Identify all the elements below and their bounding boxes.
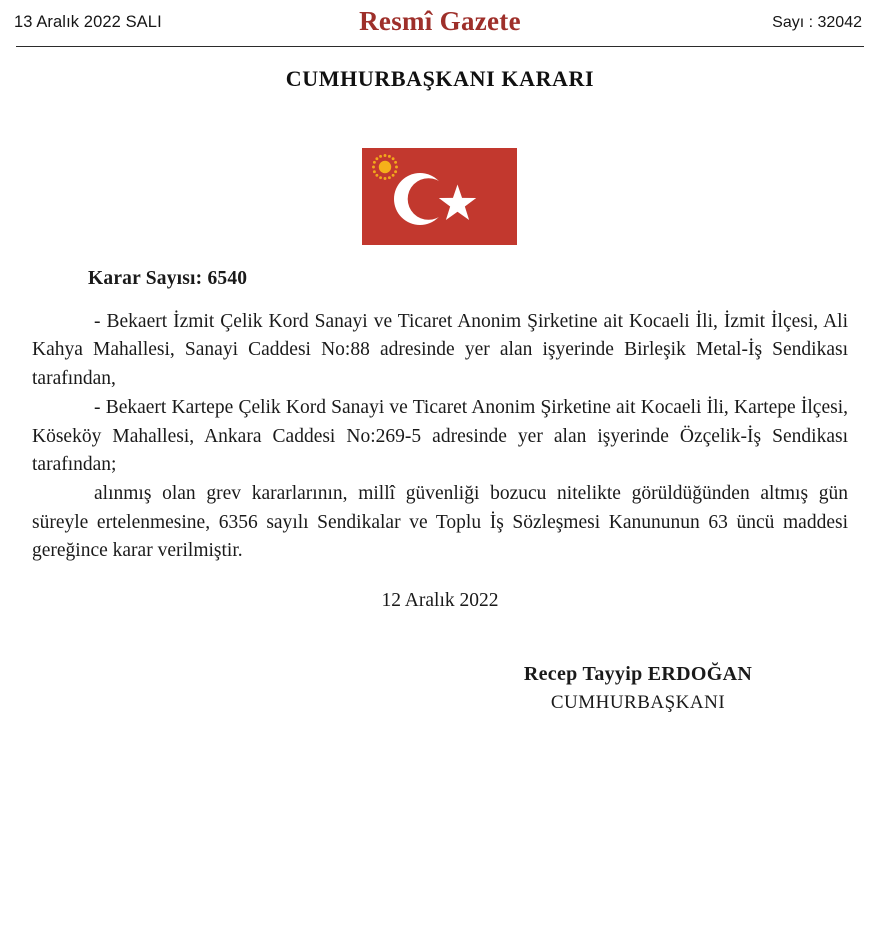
document-heading: CUMHURBAŞKANI KARARI	[285, 66, 595, 91]
issue-number: Sayı : 32042	[772, 14, 862, 31]
signatory-name: Recep Tayyip ERDOĞAN	[523, 663, 753, 685]
signature-block	[458, 661, 818, 718]
turkish-flag-emblem	[362, 148, 517, 245]
body-paragraph: - Bekaert Kartepe Çelik Kord Sanayi ve Ticaret Anonim Şirketine ait Kocaeli İli, Kartepe İlçesi, Köseköy Mahallesi, Ankara Caddesi No:269-5 adresinde yer alan işyerinde Özçelik-İş Sendikası tarafından;	[32, 397, 848, 476]
signatory-title: CUMHURBAŞKANI	[550, 692, 726, 713]
decision-date: 12 Aralık 2022	[381, 590, 499, 611]
body-paragraph: alınmış olan grev kararlarının, millî güvenliği bozucu nitelikte görüldüğünden altmış gün süreyle ertelenmesine, 6356 sayılı Sendikalar ve Toplu İş Sözleşmesi Kanununun 63 üncü maddesi gereğince karar verilmiştir.	[32, 483, 848, 562]
publication-date: 13 Aralık 2022 SALI	[14, 13, 162, 31]
document-body	[32, 308, 848, 566]
decision-number: Karar Sayısı: 6540	[88, 268, 248, 289]
turkish-flag-icon	[362, 148, 517, 245]
masthead	[0, 0, 880, 48]
masthead-divider	[16, 46, 864, 47]
body-paragraph: - Bekaert İzmit Çelik Kord Sanayi ve Ticaret Anonim Şirketine ait Kocaeli İli, İzmit İlçesi, Ali Kahya Mahallesi, Sanayi Caddesi No:88 adresinde yer alan işyerinde Birleşik Metal-İş Sendikası tarafından,	[32, 311, 848, 389]
gazette-title: Resmî Gazete	[359, 6, 521, 36]
